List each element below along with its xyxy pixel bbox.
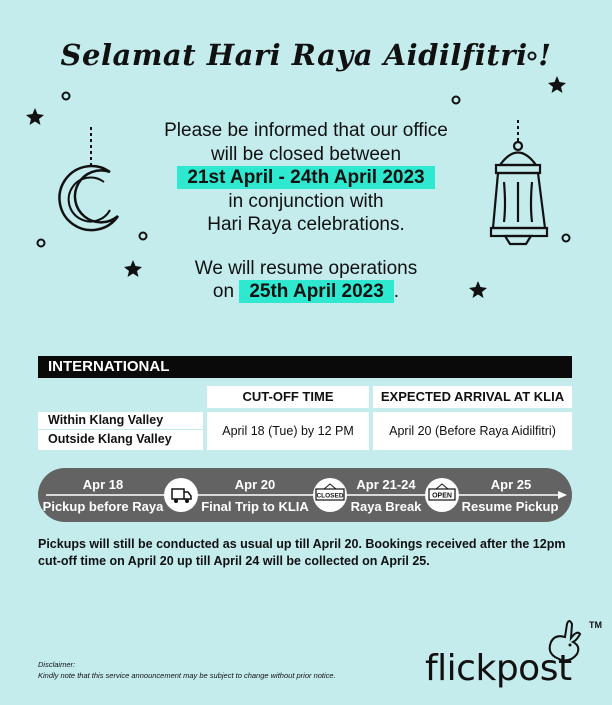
- message-line: We will resume operations: [194, 258, 418, 279]
- svg-text:TM: TM: [589, 620, 602, 630]
- row-label-within: Within Klang Valley: [38, 412, 203, 429]
- closed-sign-icon: [313, 478, 347, 512]
- timeline-label: Raya Break: [350, 499, 422, 514]
- rabbit-logo-icon: [525, 612, 605, 674]
- timeline-date: Apr 18: [82, 477, 124, 492]
- truck-icon: [164, 478, 198, 512]
- section-header: INTERNATIONAL: [38, 356, 572, 378]
- message-line: Hari Raya celebrations.: [207, 214, 405, 235]
- resume-period: .: [393, 281, 400, 302]
- arrival-value: April 20 (Before Raya Aidilfitri): [373, 412, 572, 450]
- timeline-date: Apr 25: [490, 477, 532, 492]
- message-line: will be closed between: [210, 144, 402, 165]
- ring-icon: [38, 240, 45, 247]
- resume-date-highlight: 25th April 2023: [239, 280, 393, 303]
- greeting-title: Selamat Hari Raya Aidilfitri !: [60, 38, 552, 72]
- star-icon: [548, 76, 566, 93]
- pickup-note: Pickups will still be conducted as usual up till April 20. Bookings received after the 12pm cut-off time on April 20 up till April 24 will be collected on April 25.: [38, 537, 566, 568]
- timeline-date: Apr 21-24: [356, 477, 416, 492]
- row-label-outside: Outside Klang Valley: [38, 430, 203, 450]
- brand-logo: flickpost: [425, 648, 572, 689]
- resume-on: on: [212, 281, 235, 302]
- svg-text:OPEN: OPEN: [432, 492, 452, 500]
- header-cutoff: CUT-OFF TIME: [207, 386, 369, 408]
- timeline-label: Pickup before Raya: [42, 499, 164, 514]
- closure-dates-highlight: 21st April - 24th April 2023: [177, 166, 434, 189]
- ring-icon: [63, 93, 70, 100]
- cutoff-value: April 18 (Tue) by 12 PM: [207, 412, 369, 450]
- message-line: Please be informed that our office: [164, 120, 448, 141]
- disclaimer-text: Kindly note that this service announcement may be subject to change without prior notice.: [38, 671, 336, 680]
- closure-dates: [0, 166, 612, 189]
- resume-line: [0, 280, 612, 303]
- timeline-label: Final Trip to KLIA: [201, 499, 309, 514]
- open-sign-icon: [425, 478, 459, 512]
- timeline-date: Apr 20: [234, 477, 276, 492]
- message-line: in conjunction with: [228, 191, 384, 212]
- header-arrival: EXPECTED ARRIVAL AT KLIA: [373, 386, 572, 408]
- disclaimer-title: Disclaimer:: [38, 660, 76, 669]
- ring-icon: [453, 97, 460, 104]
- svg-text:CLOSED: CLOSED: [316, 492, 344, 500]
- timeline-label: Resume Pickup: [461, 499, 559, 514]
